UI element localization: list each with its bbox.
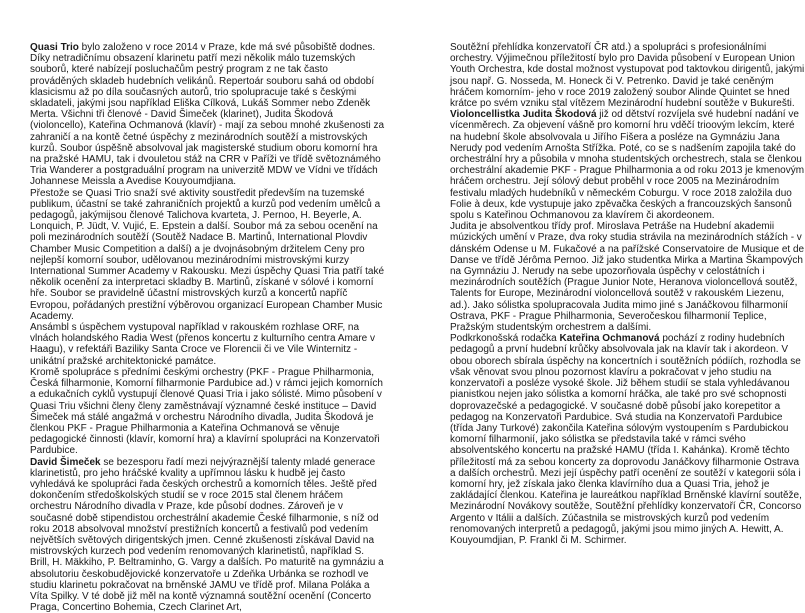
judita-skodova-studies-paragraph: Judita je absolventkou třídy prof. Miroslava Petráše na Hudební akademii múzických umění v Praze, dva roky studia strávila na mezinárodních stážích - v dánském Odense u M. Fukačové a na pařížské Conservatoire de Musique et de Danse ve třídě Jérôma Pernoo. Již jako studentka Mirka a Martina Škampových na Gymnáziu J. Nerudy na sebe upozorňovala úspěchy v celostátních i mezinárodních soutěžích (Prague Junior Note, Heranova violoncellová soutěž, Talents for Europe, Mezinárodní violoncellová soutěž v rakouském Liezenu, ad.). Jako sólistka spolupracovala Judita mimo jiné s Janáčkovou filharmonií Ostrava, PKF - Prague Philharmonia, Severočeskou filharmonií Teplice, Pražským studentským orchestrem a dalšími. xyxy=(450,221,805,334)
david-simecek-name: David Šimeček xyxy=(30,456,101,468)
david-simecek-continued-paragraph: Soutěžní přehlídka konzervatoří ČR atd.) a spolupráci s profesionálními orchestry. Výjimečnou příležitostí bylo pro Davida působení v European Union Youth Orchestra, kde dostal možnost vystupovat pod taktovkou dirigentů, jakými jsou např. G. Nosseda, M. Honeck či V. Petrenko. David je také ceněným hráčem komorním- jeho v roce 2019 založený soubor Alinde Quintet se hned krátce po svém vzniku stal vítězem Mezinárodní hudební soutěže v Bukurešti. xyxy=(450,42,805,110)
quasi-trio-broadcasts-paragraph: Ansámbl s úspěchem vystupoval například v rakouském rozhlase ORF, na vlnách holandského Radia West (přenos koncertu z kulturního centra Amare v Haagu), v refektáři Baziliky Santa Croce ve Florencii či ve Vile Winternitz - unikátní pražské architektonické památce. xyxy=(30,322,375,367)
judita-skodova-name: Violoncellistka Judita Škodová xyxy=(450,109,597,121)
left-column xyxy=(30,42,385,613)
david-simecek-paragraph xyxy=(30,457,385,613)
david-simecek-text: se bezesporu řadí mezi nejvýraznější talenty mladé generace klarinetistů, pro jeho hráčské kvality a upřímnou lásku k hudbě jej často vyhledává ke spolupráci řada českých orchestrů a komorních těles. Ještě před dokončením středoškolských studií se v roce 2015 stal členem hráčem orchestru Národního divadla v Praze, kde působí dodnes. Zároveň je v současné době stipendistou orchestrální akademie České filharmonie, s níž od roku 2018 absolvoval množství prestižních koncertů a festivalů pod vedením největších světových dirigentských jmen. Cenné zkušenosti získával David na mistrovských kurzech pod vedením renomovaných klarinetistů, například S. Brill, H. Mäkkiho, P. Beltraminho, G. Vargy a dalších. Po maturitě na gymnáziu a absolutoriu českobudějovické konzervatoře u Zdeňka Urbánka se rozhodl ve studiu klarinetu pokračovat na brněnské JAMU ve třídě prof. Milana Poláka a Víta Spilky. V té době již měl na kontě významná soutěžní ocenění (Concerto Praga, Concertino Bohemia, Czech Clarinet Art, xyxy=(30,456,384,613)
katerina-ochmanova-name: Kateřina Ochmanová xyxy=(559,333,660,345)
right-column xyxy=(450,42,805,570)
quasi-trio-intro-paragraph xyxy=(30,42,385,188)
katerina-ochmanova-text: pochází z rodiny hudebních pedagogů a první hudební krůčky absolvovala jak na klavír tak i akordeon. V obou oborech sbírala úspěchy na koncertních i soutěžních pódiích, rozhodla se však věnovat svou plnou pozornost klavíru a pokračovat v jeho studiu na konzervatoři a posléze vysoké škole. Již během studií se stala vyhledávanou pianistkou nejen jako sólistka a komorní hráčka, ale také pro své schopnosti doprovazečské a pedagogické. V současné době působí jako korepetitor a pedagog na Konzervatoři Pardubice. Svá studia na Konzervatoři Pardubice (třída Jany Turkové) zakončila Kateřina sólovým vystoupením s Pardubickou komorní filharmonií, jako sólistka se představila také v rámci svého absolventského koncertu na pražské HAMU (třída I. Kahánka). Kromě těchto příležitostí má za sebou koncerty za doprovodu Janáčkovy filharmonie Ostrava a dalších orchestrů. Mezi její úspěchy patří ocenění ze soutěží v kategorii sóla i komorní hry, jež získala jako členka klavírního dua a Quasi Tria, jehož je zakládající členkou. Kateřina je laureátkou například Brněnské klavírní soutěže, Mezinárodní Novákovy soutěže, Soutěžní přehlídky konzervatoří ČR, Concorso Argento v Itálii a dalších. Zúčastnila se mistrovských kurzů pod vedením renomovaných interpretů a pedagogů, jakými jsou mimo jiných A. Hewitt, A. Kouyoumdjian, P. Frankl či M. Schirmer. xyxy=(450,333,802,546)
quasi-trio-name: Quasi Trio xyxy=(30,42,79,53)
quasi-trio-orchestras-paragraph: Kromě spolupráce s předními českými orchestry (PKF - Prague Philharmonia, Česká filharmonie, Komorní filharmonie Pardubice ad.) v rámci jejich komorních a edukačních cyklů vystupují členové Quasi Tria i jako sólisté. Mimo působení v Quasi Triu všichni členy členy zaměstnávají významné české instituce – David Šimeček má stálé angažmá v orchestru Národního divadla, Judita Škodová je členkou PKF - Prague Philharmonia a Kateřina Ochmanová se věnuje pedagogické činnosti (klavír, komorní hra) a klavírní spolupráci na Konzervatoři Pardubice. xyxy=(30,366,383,457)
judita-skodova-paragraph xyxy=(450,109,805,221)
judita-skodova-text: již od dětství rozvíjela své hudební nadání ve vícenměrech. Za objevení vášně pro komorní hru vděčí trioovým lekcím, které na hudební škole absolvovala u Jiřího Fišera a posléze na Gymnáziu Jana Nerudy pod vedením Arnošta Střížka. Poté, co se s nadšením zapojila také do orchestrální hry a působila v mnoha studentských orchestrech, stala se členkou orchestrální akademie PKF - Prague Philharmonia a od roku 2013 je kmenovým hráčem orchestru. Její sólový debut proběhl v roce 2005 na Mezinárodním festivalu mladých hudebníků v německém Coburgu. V roce 2018 založila duo Folie à deux, kde vystupuje jako zpěvačka českých a francouzských šansonů spolu s Kateřinou Ochmanovou za klavírem či akordeonem. xyxy=(450,109,805,222)
katerina-ochmanova-intro: Podkrkonošská rodačka xyxy=(450,333,560,345)
quasi-trio-intro-text: bylo založeno v roce 2014 v Praze, kde má své působiště dodnes. Díky netradičnímu obsazení klarinetu patří mezi několik málo tuzemských souborů, které nabízejí posluchačům pestrý program z ne tak často prováděných skladeb hudebních velikánů. Repertoár souboru sahá od období klasicismu až po díla současných autorů, trio spolupracuje také s českými skladateli, jakými jsou například Eliška Cílková, Lukáš Sommer nebo Zdeněk Merta. Všichni tři členové - David Šimeček (klarinet), Judita Škodová (violoncello), Kateřina Ochmanová (klavír) - mají za sebou mnohé zkušenosti za zahraničí a na kontě četné úspěchy z mezinárodních soutěží a mistrovských kurzů. Soubor úspěšně absolvoval jak magisterské studium oboru komorní hra na pražské HAMU, tak i dvouletou stáž na CRR v Paříži ve třídě světoznámého Tria Wanderer a postgraduální program na univerzitě MDW ve Vídni ve třídách Johannese Meissla a Avedise Kouyoumdjiana. xyxy=(30,42,385,188)
katerina-ochmanova-paragraph xyxy=(450,333,805,546)
quasi-trio-activities-paragraph: Přestože se Quasi Trio snaží své aktivity soustředit především na tuzemské publikum, účastní se také zahraničních projektů a kurzů pod vedením umělců a pedagogů, jakýmijsou členové Talichova kvarteta, J. Pernoo, H. Beyerle, A. Lonquich, P. Jüdt, V. Vujić, E. Epstein a další. Soubor má za sebou ocenění na poli mezinárodních soutěží (Soutěž Nadace B. Martinů, International Plovdiv Chamber Music Competition a další) a je dvojnásobným držitelem Ceny pro nejlepší komorní soubor, udělovanou mezinárodními mistrovskými kurzy International Summer Academy v Rakousku. Mezi úspěchy Quasi Tria patří také několik ocenění za interpretaci skladby B. Martinů, získané v sólové i komorní hře. Soubor se pravidelně účastní mistrovských kurzů a koncertů napříč Evropou, pořádaných prestižní výběrovou organizací European Chamber Music Academy. xyxy=(30,187,385,322)
